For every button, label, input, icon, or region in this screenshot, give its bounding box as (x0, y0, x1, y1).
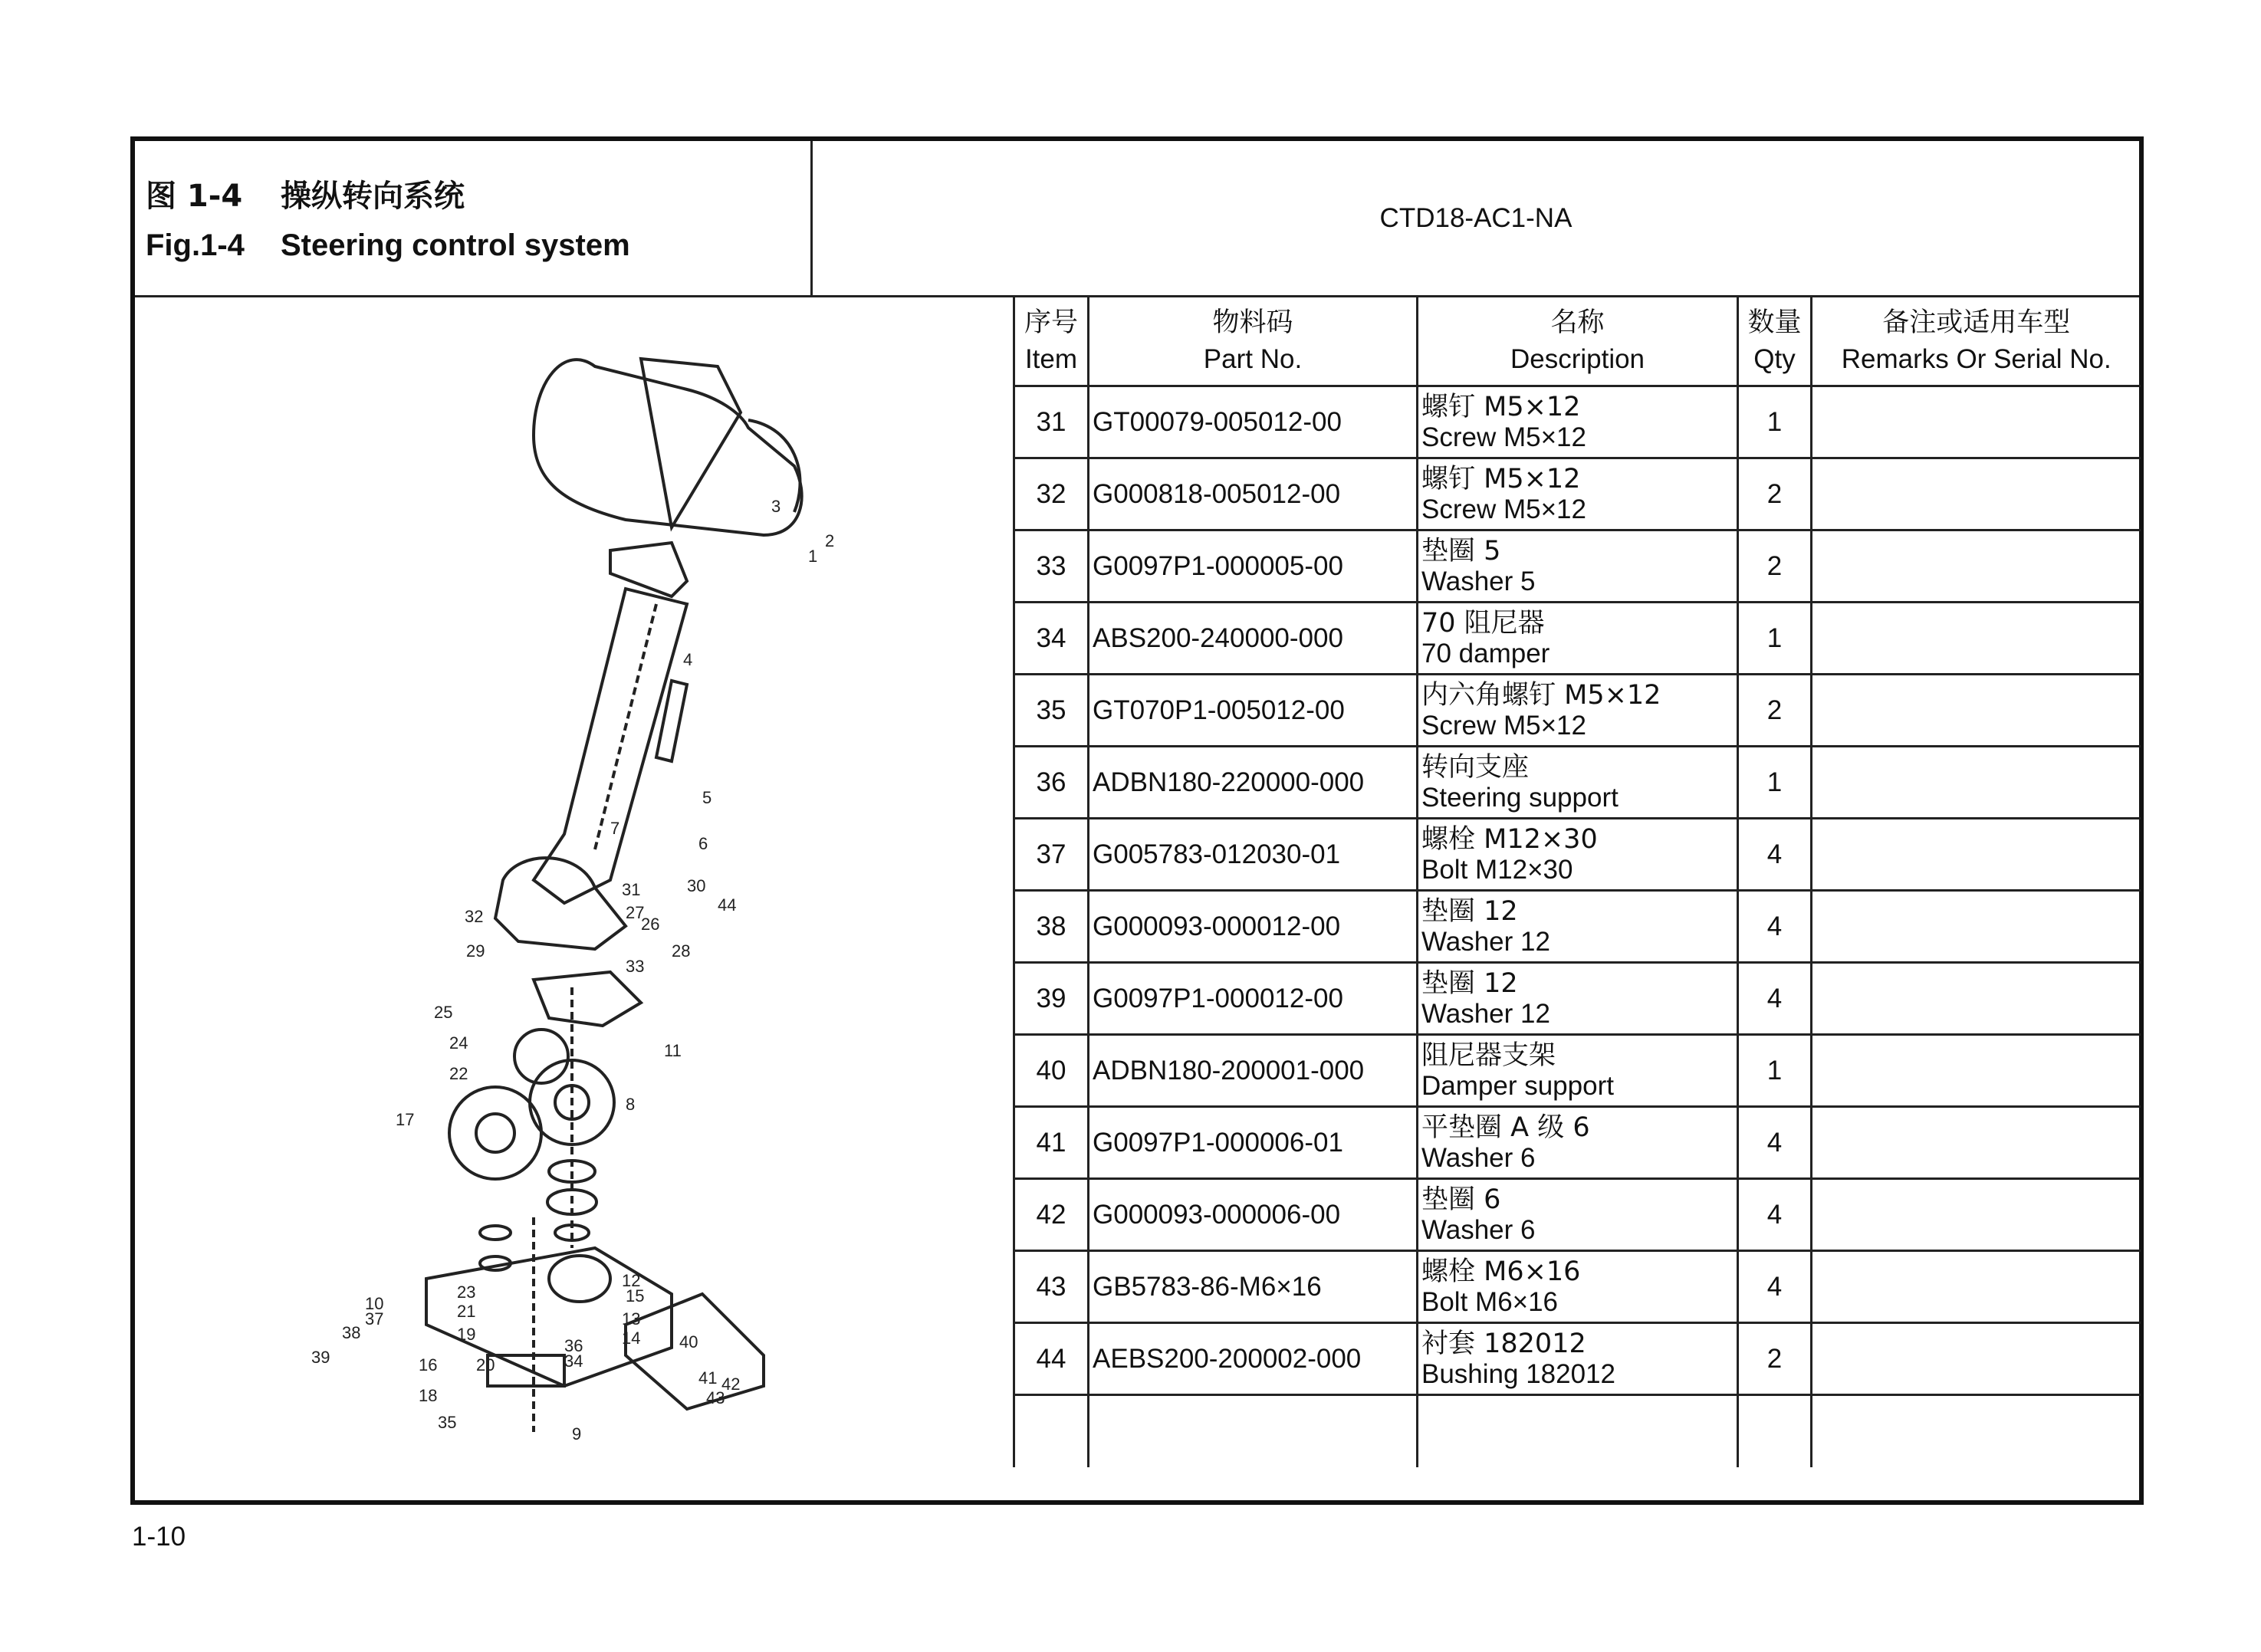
table-row (1014, 747, 2141, 819)
callout-26: 26 (641, 915, 660, 934)
callout-31: 31 (622, 880, 641, 899)
description-en: Washer 5 (1421, 566, 1536, 596)
callout-24: 24 (449, 1033, 468, 1053)
description-zh: 垫圈 12 (1421, 967, 1518, 999)
quantity: 2 (1738, 530, 1812, 603)
remarks (1812, 963, 2141, 1035)
part-number: ADBN180-200001-000 (1089, 1035, 1418, 1107)
callout-34: 34 (564, 1351, 583, 1371)
table-row (1014, 963, 2141, 1035)
callout-11: 11 (664, 1041, 682, 1060)
figure-title-en (146, 221, 630, 270)
callout-19: 19 (457, 1325, 476, 1344)
part-number: ADBN180-220000-000 (1089, 747, 1418, 819)
description-en: Washer 6 (1421, 1142, 1536, 1173)
part-number: G0097P1-000005-00 (1089, 530, 1418, 603)
remarks (1812, 1107, 2141, 1179)
callout-23: 23 (457, 1283, 476, 1302)
description (1418, 1035, 1738, 1107)
part-number: G000093-000006-00 (1089, 1179, 1418, 1251)
item-number: 34 (1014, 603, 1089, 675)
callout-22: 22 (449, 1064, 468, 1083)
description-zh: 平垫圈 A 级 6 (1421, 1112, 1590, 1143)
description-zh: 垫圈 5 (1421, 535, 1501, 567)
parts-table (1013, 297, 2141, 1467)
column-header-qty: 数量 Qty (1738, 297, 1812, 386)
callout-7: 7 (610, 819, 620, 838)
remarks (1812, 747, 2141, 819)
table-row (1014, 386, 2141, 458)
figure-number-zh: 图 1-4 (146, 179, 243, 214)
callout-32: 32 (465, 907, 484, 926)
description-en: Bushing 182012 (1421, 1358, 1615, 1389)
item-number: 39 (1014, 963, 1089, 1035)
callout-35: 35 (438, 1413, 457, 1432)
column-header-part-no: 物料码 Part No. (1089, 297, 1418, 386)
table-row (1014, 1035, 2141, 1107)
description (1418, 675, 1738, 747)
description (1418, 603, 1738, 675)
description-en: Screw M5×12 (1421, 710, 1586, 741)
remarks (1812, 819, 2141, 891)
quantity: 1 (1738, 386, 1812, 458)
table-row (1014, 891, 2141, 963)
remarks (1812, 1251, 2141, 1323)
description-en: Screw M5×12 (1421, 422, 1586, 452)
callout-2: 2 (825, 531, 835, 550)
item-number: 37 (1014, 819, 1089, 891)
item-number: 43 (1014, 1251, 1089, 1323)
item-number: 32 (1014, 458, 1089, 530)
quantity: 4 (1738, 819, 1812, 891)
description-en: Screw M5×12 (1421, 494, 1586, 524)
part-number: AEBS200-200002-000 (1089, 1323, 1418, 1395)
parts-page-frame (130, 136, 2144, 1505)
figure-title-zh (146, 172, 630, 221)
quantity: 4 (1738, 1107, 1812, 1179)
remarks (1812, 1179, 2141, 1251)
description (1418, 386, 1738, 458)
callout-25: 25 (434, 1003, 453, 1022)
callout-40: 40 (679, 1332, 698, 1351)
quantity: 4 (1738, 1251, 1812, 1323)
description (1418, 458, 1738, 530)
callout-13: 13 (622, 1309, 641, 1328)
description (1418, 747, 1738, 819)
description-en: 70 damper (1421, 638, 1550, 668)
description-zh: 螺栓 M6×16 (1421, 1256, 1581, 1287)
quantity: 4 (1738, 963, 1812, 1035)
callout-20: 20 (476, 1355, 495, 1374)
callout-9: 9 (572, 1424, 582, 1443)
quantity: 1 (1738, 747, 1812, 819)
callout-16: 16 (419, 1355, 438, 1374)
table-row (1014, 819, 2141, 891)
item-number: 33 (1014, 530, 1089, 603)
figure-title-zh-text: 操纵转向系统 (281, 179, 465, 214)
table-row (1014, 675, 2141, 747)
callout-28: 28 (672, 941, 691, 961)
description (1418, 1323, 1738, 1395)
description (1418, 1179, 1738, 1251)
description (1418, 819, 1738, 891)
item-number: 42 (1014, 1179, 1089, 1251)
part-number: G005783-012030-01 (1089, 819, 1418, 891)
callout-38: 38 (342, 1323, 361, 1342)
quantity: 2 (1738, 675, 1812, 747)
description (1418, 530, 1738, 603)
callout-33: 33 (626, 957, 645, 976)
item-number: 31 (1014, 386, 1089, 458)
quantity: 4 (1738, 1179, 1812, 1251)
description-en: Bolt M6×16 (1421, 1286, 1559, 1317)
part-number: G000093-000012-00 (1089, 891, 1418, 963)
remarks (1812, 891, 2141, 963)
figure-title (146, 172, 630, 270)
quantity: 2 (1738, 1323, 1812, 1395)
description-en: Damper support (1421, 1070, 1614, 1101)
callout-39: 39 (311, 1348, 330, 1367)
quantity: 1 (1738, 603, 1812, 675)
column-header-item: 序号 Item (1014, 297, 1089, 386)
description (1418, 891, 1738, 963)
callout-8: 8 (626, 1095, 636, 1114)
callout-27: 27 (626, 903, 645, 922)
description (1418, 963, 1738, 1035)
callout-1: 1 (808, 547, 818, 566)
part-number: GT070P1-005012-00 (1089, 675, 1418, 747)
description-en: Washer 12 (1421, 926, 1550, 957)
part-number: G0097P1-000012-00 (1089, 963, 1418, 1035)
callout-12: 12 (622, 1271, 641, 1290)
model-number: CTD18-AC1-NA (1379, 202, 1573, 233)
description-zh: 转向支座 (1421, 751, 1530, 783)
description-zh: 垫圈 12 (1421, 895, 1518, 927)
item-number: 35 (1014, 675, 1089, 747)
item-number: 36 (1014, 747, 1089, 819)
part-number: G0097P1-000006-01 (1089, 1107, 1418, 1179)
callout-41: 41 (698, 1368, 718, 1388)
table-row (1014, 530, 2141, 603)
quantity: 2 (1738, 458, 1812, 530)
item-number: 44 (1014, 1323, 1089, 1395)
description-zh: 内六角螺钉 M5×12 (1421, 679, 1661, 711)
remarks (1812, 458, 2141, 530)
column-header-remarks: 备注或适用车型 Remarks Or Serial No. (1812, 297, 2141, 386)
quantity: 1 (1738, 1035, 1812, 1107)
remarks (1812, 603, 2141, 675)
callout-5: 5 (702, 788, 712, 807)
figure-title-en-text: Steering control system (281, 228, 630, 262)
callout-10: 10 (365, 1294, 384, 1313)
callout-15: 15 (626, 1286, 645, 1306)
description-zh: 阻尼器支架 (1421, 1039, 1556, 1071)
callout-6: 6 (698, 834, 708, 853)
description-zh: 垫圈 6 (1421, 1184, 1501, 1215)
callout-30: 30 (687, 876, 706, 895)
item-number: 38 (1014, 891, 1089, 963)
description-en: Bolt M12×30 (1421, 854, 1573, 885)
column-header-description: 名称 Description (1418, 297, 1738, 386)
callout-3: 3 (771, 497, 781, 516)
remarks (1812, 530, 2141, 603)
callout-4: 4 (683, 650, 693, 669)
table-row (1014, 1251, 2141, 1323)
callout-14: 14 (622, 1328, 641, 1348)
item-number: 40 (1014, 1035, 1089, 1107)
remarks (1812, 1323, 2141, 1395)
description-zh: 螺钉 M5×12 (1421, 391, 1581, 422)
figure-number-en: Fig.1-4 (146, 228, 245, 262)
item-number: 41 (1014, 1107, 1089, 1179)
description (1418, 1107, 1738, 1179)
table-row (1014, 458, 2141, 530)
callout-43: 43 (706, 1388, 725, 1407)
description-zh: 螺钉 M5×12 (1421, 463, 1581, 494)
page-number: 1-10 (132, 1522, 186, 1552)
description (1418, 1251, 1738, 1323)
description-zh: 衬套 182012 (1421, 1328, 1586, 1359)
callout-36: 36 (564, 1336, 583, 1355)
table-header-row (1014, 297, 2141, 386)
table-row (1014, 1107, 2141, 1179)
callout-29: 29 (466, 941, 485, 961)
table-row-empty (1014, 1395, 2141, 1468)
description-zh: 70 阻尼器 (1421, 607, 1545, 639)
remarks (1812, 386, 2141, 458)
table-row (1014, 603, 2141, 675)
quantity: 4 (1738, 891, 1812, 963)
part-number: G000818-005012-00 (1089, 458, 1418, 530)
description-en: Steering support (1421, 782, 1619, 813)
callout-21: 21 (457, 1302, 476, 1321)
part-number: GB5783-86-M6×16 (1089, 1251, 1418, 1323)
description-zh: 螺栓 M12×30 (1421, 823, 1598, 855)
callout-44: 44 (718, 895, 737, 915)
part-number: GT00079-005012-00 (1089, 386, 1418, 458)
steering-assembly-drawing (135, 297, 1013, 1500)
remarks (1812, 675, 2141, 747)
callout-17: 17 (396, 1110, 415, 1129)
callout-18: 18 (419, 1386, 438, 1405)
part-number: ABS200-240000-000 (1089, 603, 1418, 675)
remarks (1812, 1035, 2141, 1107)
callout-37: 37 (365, 1309, 384, 1328)
description-en: Washer 12 (1421, 998, 1550, 1029)
description-en: Washer 6 (1421, 1214, 1536, 1245)
exploded-diagram (135, 297, 1013, 1500)
table-row (1014, 1323, 2141, 1395)
callout-42: 42 (721, 1374, 741, 1394)
table-row (1014, 1179, 2141, 1251)
